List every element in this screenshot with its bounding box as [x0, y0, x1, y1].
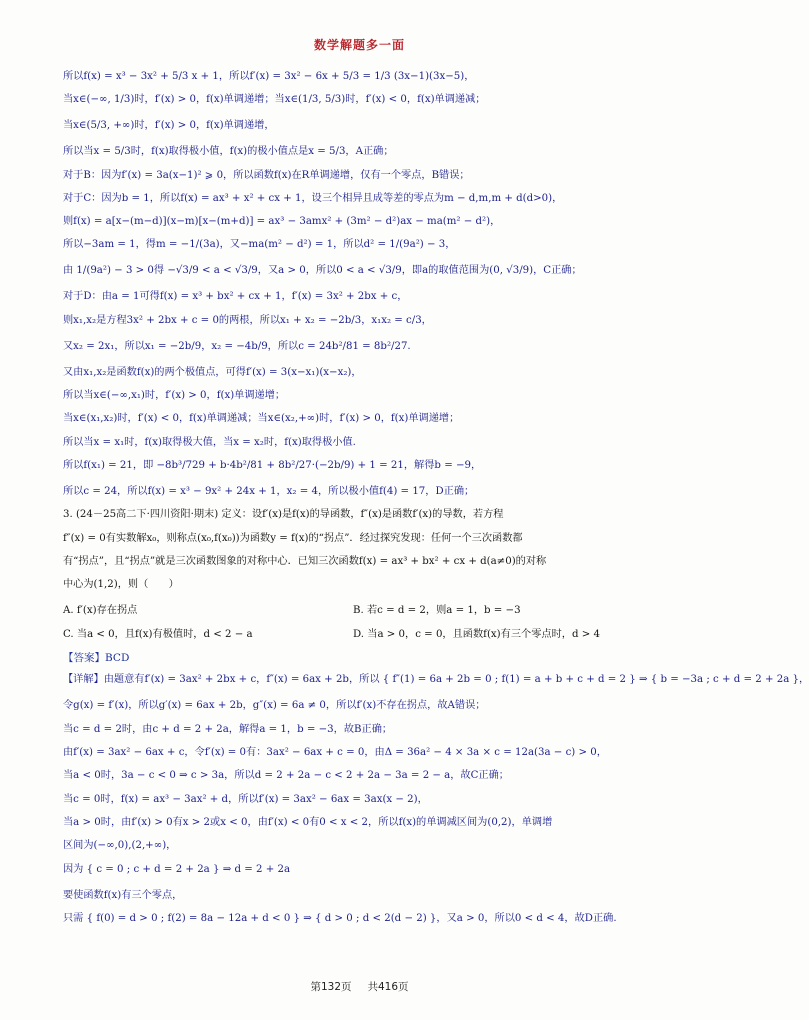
solution-line: 当x∈(−∞, 1/3)时，f′(x) > 0，f(x)单调递增；当x∈(1/3, 5/3)时，f′(x) < 0，f(x)单调递减；: [63, 94, 486, 106]
solution-line: 所以当x = 5/3时，f(x)取得极小值，f(x)的极小值点是x = 5/3，A正确；: [63, 146, 394, 158]
answer-tag: 【答案】: [63, 652, 105, 665]
page-footer: [0, 979, 719, 994]
detail-line: 只需 { f(0) = d > 0 ; f(2) = 8a − 12a + d < 0 } ⇒ { d > 0 ; d < 2(d − 2) }，又a > 0，所以0 < d < 4，故D正确.: [63, 912, 617, 924]
detail-line: 当a < 0时，3a − c < 0 ⇒ c > 3a，所以d = 2 + 2a − c < 2 + 2a − 3a = 2 − a，故C正确；: [63, 770, 509, 782]
detail-line: 【详解】由题意有f′(x) = 3ax² + 2bx + c，f″(x) = 6ax + 2b，所以 { f″(1) = 6a + 2b = 0 ; f(1) = a + b + c + d = 2 } ⇒ { b = −3a ; c + d = 2 + 2a }，: [63, 674, 809, 686]
detail-line: 当a > 0时，由f′(x) > 0有x > 2或x < 0，由f′(x) < 0有0 < x < 2，所以f(x)的单调减区间为(0,2)，单调增: [63, 816, 553, 828]
detail-line: 当c = 0时，f(x) = ax³ − 3ax² + d，所以f′(x) = 3ax² − 6ax = 3ax(x − 2)，: [63, 793, 428, 805]
solution-line: 当x∈(x₁,x₂)时，f′(x) < 0，f(x)单调递减；当x∈(x₂,+∞)时，f′(x) > 0，f(x)单调递增；: [63, 413, 460, 425]
detail-line: 当c = d = 2时，由c + d = 2 + 2a，解得a = 1，b = −3，故B正确；: [63, 723, 393, 735]
detail-line: 区间为(−∞,0),(2,+∞)，: [63, 840, 177, 852]
solution-line: 则x₁,x₂是方程3x² + 2bx + c = 0的两根，所以x₁ + x₂ = −2b/3，x₁x₂ = c/3，: [63, 314, 432, 326]
problem-line: 中心为(1,2)，则（ ）: [63, 579, 179, 591]
page-header-title: 数学解题多一面: [313, 38, 405, 52]
solution-line: 所以f(x) = x³ − 3x² + 5/3 x + 1，所以f′(x) = 3x² − 6x + 5/3 = 1/3 (3x−1)(3x−5)，: [63, 71, 475, 82]
solution-line: 所以c = 24，所以f(x) = x³ − 9x² + 24x + 1，x₂ = 4，所以极小值f(4) = 17，D正确；: [63, 485, 475, 497]
answer-value: BCD: [105, 652, 130, 665]
solution-line: 所以当x∈(−∞,x₁)时，f′(x) > 0，f(x)单调递增；: [63, 390, 286, 402]
solution-line: 又由x₁,x₂是函数f(x)的两个极值点，可得f′(x) = 3(x−x₁)(x−x₂)，: [63, 366, 362, 378]
solution-line: 由 1/(9a²) − 3 > 0得 −√3/9 < a < √3/9，又a > 0，所以0 < a < √3/9，即a的取值范围为(0, √3/9)，C正确；: [63, 265, 582, 277]
solution-block: [63, 70, 663, 498]
solution-line: 所以f(x₁) = 21，即 −8b³/729 + b·4b²/81 + 8b²/27·(−2b/9) + 1 = 21，解得b = −9，: [63, 459, 482, 471]
problem-line: f″(x) = 0有实数解x₀，则称点(x₀,f(x₀))为函数y = f(x)的“拐点”．经过探究发现：任何一个三次函数都: [63, 532, 523, 544]
detail-line: 令g(x) = f′(x)，所以g′(x) = 6ax + 2b，g″(x) = 6a ≠ 0，所以f′(x)不存在拐点，故A错误；: [63, 700, 486, 712]
solution-line: 则f(x) = a[x−(m−d)](x−m)[x−(m+d)] = ax³ − 3amx² + (3m² − d²)ax − ma(m² − d²)，: [63, 216, 501, 228]
solution-line: 所以−3am = 1，得m = −1/(3a)，又−ma(m² − d²) = 1，所以d² = 1/(9a²) − 3，: [63, 239, 456, 251]
answer-line: [63, 650, 663, 665]
page-number: 第132页: [310, 981, 352, 993]
solution-line: 对于D：由a = 1可得f(x) = x³ + bx² + cx + 1，f′(x) = 3x² + 2bx + c，: [63, 291, 408, 303]
solution-line: 对于B：因为f′(x) = 3a(x−1)² ⩾ 0，所以函数f(x)在R单调递增，仅有一个零点，B错误；: [63, 169, 470, 181]
problem-statement: [63, 508, 663, 591]
option-c: C. 当a < 0，且f(x)有极值时，d < 2 − a: [63, 629, 253, 641]
problem-line: 3. (24－25高二下·四川资阳·期末) 定义：设f′(x)是f(x)的导函数，f″(x)是函数f′(x)的导数，若方程: [63, 509, 504, 521]
detail-block: [63, 673, 809, 924]
page-content: [63, 70, 809, 938]
solution-line: 又x₂ = 2x₁，所以x₁ = −2b/9，x₂ = −4b/9，所以c = 24b²/81 = 8b²/27.: [63, 340, 411, 352]
answer-options: [63, 601, 663, 640]
option-d: D. 当a > 0，c = 0，且函数f(x)有三个零点时，d > 4: [353, 629, 600, 641]
option-a: A. f′(x)存在拐点: [63, 605, 138, 617]
option-b: B. 若c = d = 2，则a = 1，b = −3: [353, 605, 521, 617]
detail-line: 因为 { c = 0 ; c + d = 2 + 2a } ⇒ d = 2 + 2a: [63, 863, 291, 875]
solution-line: 对于C：因为b = 1，所以f(x) = ax³ + x² + cx + 1，设三个相异且成等差的零点为m − d,m,m + d(d>0)，: [63, 192, 563, 204]
page-total: 共416页: [367, 981, 409, 993]
solution-line: 当x∈(5/3, +∞)时，f′(x) > 0，f(x)单调递增，: [63, 120, 275, 132]
detail-line: 由f′(x) = 3ax² − 6ax + c，令f′(x) = 0有：3ax² − 6ax + c = 0，由Δ = 36a² − 4 × 3a × c = 12a(3a − c) > 0，: [63, 747, 607, 759]
problem-line: 有“拐点”，且“拐点”就是三次函数图象的对称中心．已知三次函数f(x) = ax³ + bx² + cx + d(a≠0)的对称: [63, 555, 547, 567]
solution-line: 所以当x = x₁时，f(x)取得极大值，当x = x₂时，f(x)取得极小值.: [63, 436, 356, 448]
detail-line: 要使函数f(x)有三个零点，: [63, 889, 183, 901]
